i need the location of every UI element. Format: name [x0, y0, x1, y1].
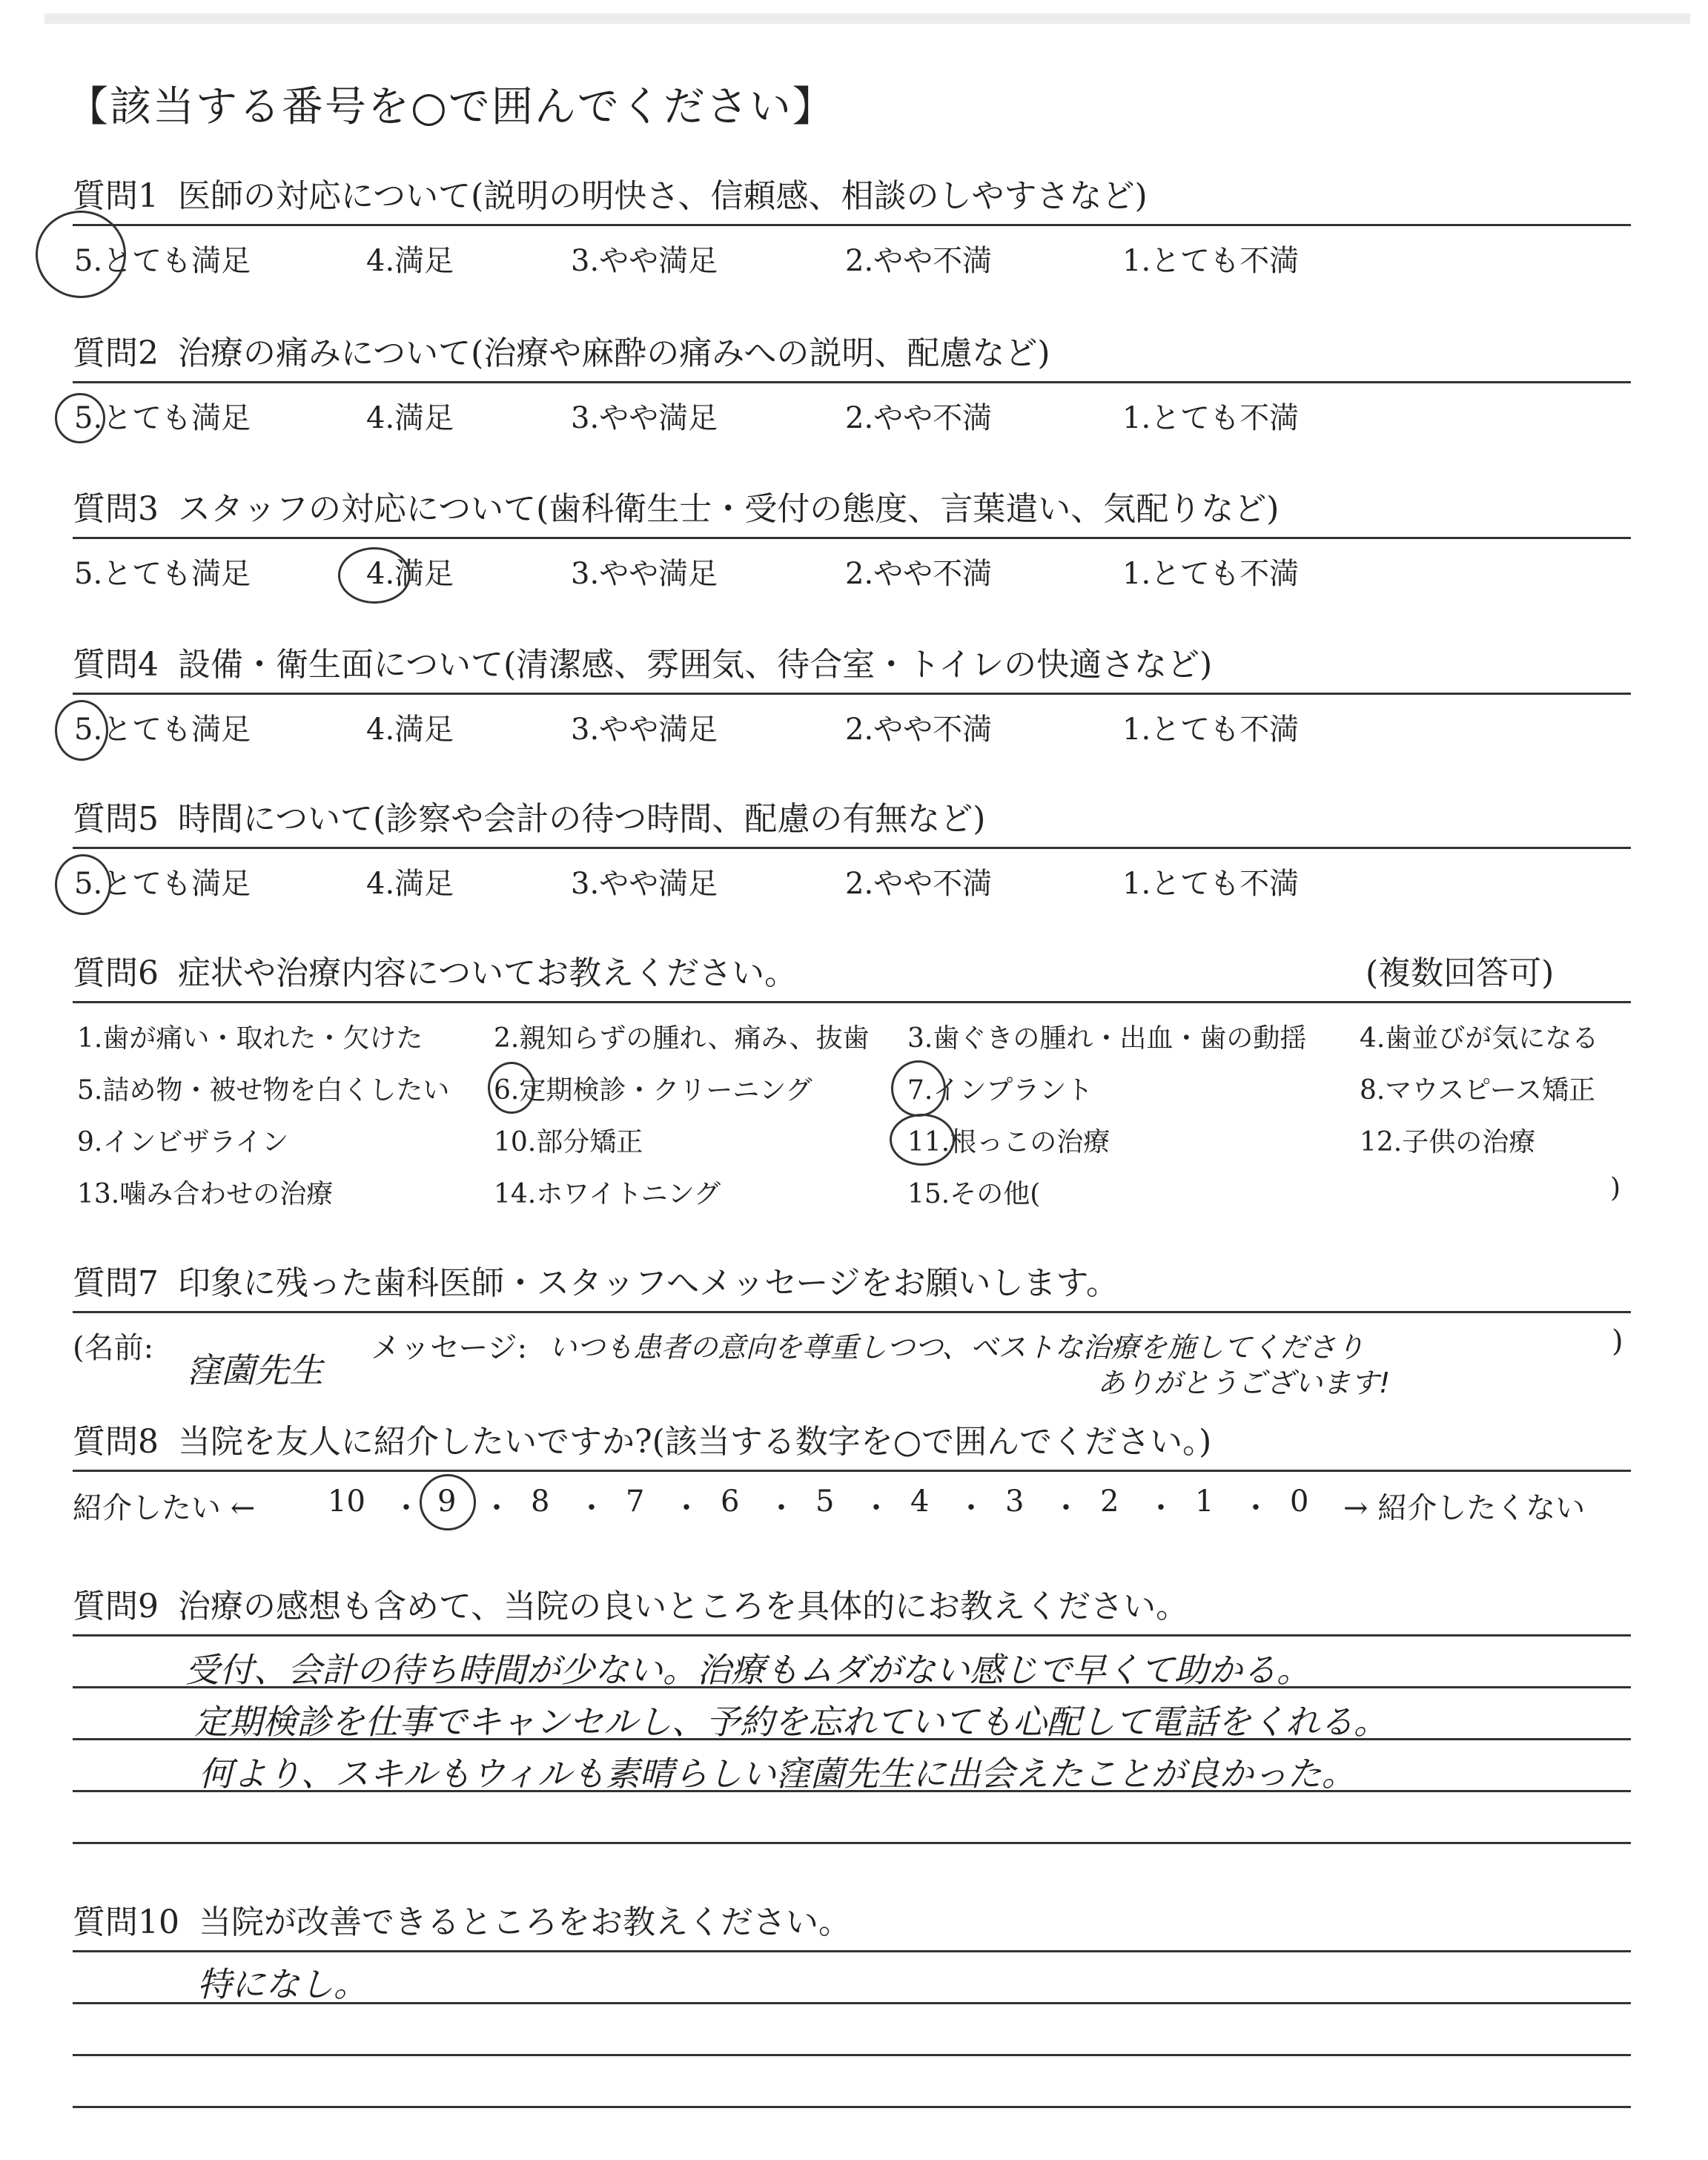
q10-answer-rule	[73, 2106, 1631, 2108]
question-3-text: スタッフの対応について(歯科衛生士・受付の態度、言葉遣い、気配りなど)	[178, 490, 1280, 528]
q2-option-2[interactable]: 2.やや不満	[845, 401, 993, 435]
q8-separator: ・	[672, 1491, 701, 1525]
question-1-rule	[73, 224, 1631, 226]
q6-item-6[interactable]: 6.定期検診・クリーニング	[494, 1075, 812, 1106]
q1-option-2[interactable]: 2.やや不満	[845, 244, 993, 278]
q9-answer-line-1: 受付、会計の待ち時間が少ない。治療もムダがない感じで早くて助かる。	[185, 1650, 1311, 1690]
question-4-number: 質問4	[73, 646, 159, 684]
q4-option-1[interactable]: 1.とても不満	[1122, 713, 1300, 747]
q1-option-5[interactable]: 5.とても満足	[74, 244, 251, 278]
q8-scale-2[interactable]: 2	[1100, 1484, 1119, 1519]
q6-item-12[interactable]: 12.子供の治療	[1360, 1127, 1536, 1157]
q4-option-4[interactable]: 4.満足	[366, 713, 454, 747]
question-1-number: 質問1	[73, 177, 159, 215]
q6-other-close-paren: )	[1610, 1173, 1621, 1203]
q3-option-1[interactable]: 1.とても不満	[1122, 557, 1300, 591]
question-6-text: 症状や治療内容についてお教えください。	[178, 954, 798, 992]
q7-name-handwritten: 窪薗先生	[187, 1350, 323, 1390]
q3-option-3[interactable]: 3.やや満足	[571, 557, 718, 591]
q2-option-3[interactable]: 3.やや満足	[571, 401, 718, 435]
question-4-text: 設備・衛生面について(清潔感、雰囲気、待合室・トイレの快適さなど)	[178, 646, 1213, 684]
q8-separator: ・	[1051, 1491, 1081, 1525]
q3-option-5[interactable]: 5.とても満足	[74, 557, 251, 591]
q6-item-13[interactable]: 13.噛み合わせの治療	[77, 1179, 334, 1209]
q7-close-paren: )	[1612, 1324, 1623, 1358]
q8-scale-7[interactable]: 7	[626, 1484, 645, 1519]
question-10-number: 質問10	[73, 1903, 179, 1941]
question-9-text: 治療の感想も含めて、当院の良いところを具体的にお教えください。	[178, 1588, 1189, 1625]
q9-answer-rule	[73, 1634, 1631, 1636]
question-5-rule	[73, 847, 1631, 849]
question-7-text: 印象に残った歯科医師・スタッフへメッセージをお願いします。	[178, 1264, 1119, 1302]
q7-message-label: メッセージ:	[371, 1331, 528, 1365]
q8-separator: ・	[1241, 1491, 1271, 1525]
q8-left-label: 紹介したい ←	[73, 1491, 256, 1525]
question-3-heading	[73, 482, 1279, 529]
q5-option-5[interactable]: 5.とても満足	[74, 867, 251, 901]
q6-item-10[interactable]: 10.部分矯正	[494, 1127, 643, 1157]
q10-answer-rule	[73, 1950, 1631, 1952]
q8-scale-3[interactable]: 3	[1005, 1484, 1025, 1519]
question-8-rule	[73, 1470, 1631, 1472]
q6-item-15[interactable]: 15.その他(	[907, 1179, 1041, 1209]
question-10-heading	[73, 1895, 851, 1943]
question-1-text: 医師の対応について(説明の明快さ、信頼感、相談のしやすさなど)	[178, 177, 1148, 215]
question-6-number: 質問6	[73, 954, 159, 992]
q2-option-4[interactable]: 4.満足	[366, 401, 454, 435]
q8-scale-5[interactable]: 5	[815, 1484, 835, 1519]
q6-item-3[interactable]: 3.歯ぐきの腫れ・出血・歯の動揺	[907, 1023, 1307, 1054]
question-8-number: 質問8	[73, 1423, 159, 1461]
page-title: 【該当する番号を○で囲んでください】	[67, 83, 835, 131]
q2-option-1[interactable]: 1.とても不満	[1122, 401, 1300, 435]
q8-separator: ・	[391, 1491, 421, 1525]
q5-option-4[interactable]: 4.満足	[366, 867, 454, 901]
q7-name-label: (名前:	[73, 1331, 154, 1365]
question-6-rule	[73, 1001, 1631, 1003]
question-5-number: 質問5	[73, 800, 159, 838]
q8-separator: ・	[861, 1491, 891, 1525]
q8-scale-6[interactable]: 6	[721, 1484, 740, 1519]
q9-answer-line-3: 何より、スキルもウィルも素晴らしい窪薗先生に出会えたことが良かった。	[199, 1754, 1356, 1794]
q6-item-14[interactable]: 14.ホワイトニング	[494, 1179, 721, 1209]
q8-scale-0[interactable]: 0	[1290, 1484, 1309, 1519]
scan-edge	[44, 13, 1690, 24]
q10-answer-rule	[73, 2054, 1631, 2056]
q6-item-2[interactable]: 2.親知らずの腫れ、痛み、抜歯	[494, 1023, 870, 1054]
q3-option-4[interactable]: 4.満足	[366, 557, 454, 591]
q8-scale-4[interactable]: 4	[910, 1484, 930, 1519]
q8-separator: ・	[482, 1491, 512, 1525]
q8-scale-10[interactable]: 10	[328, 1484, 365, 1519]
q8-right-label: → 紹介したくない	[1343, 1491, 1586, 1525]
q8-separator: ・	[577, 1491, 606, 1525]
question-3-number: 質問3	[73, 490, 159, 528]
q7-message-line-1: いつも患者の意向を尊重しつつ、ベストな治療を施してくださり	[549, 1331, 1365, 1364]
q9-answer-line-2: 定期検診を仕事でキャンセルし、予約を忘れていても心配して電話をくれる。	[194, 1702, 1388, 1742]
question-4-rule	[73, 693, 1631, 695]
question-2-heading	[73, 326, 1050, 374]
q5-option-2[interactable]: 2.やや不満	[845, 867, 993, 901]
question-7-rule	[73, 1311, 1631, 1313]
question-2-number: 質問2	[73, 334, 159, 372]
q1-option-1[interactable]: 1.とても不満	[1122, 244, 1300, 278]
q8-separator: ・	[956, 1491, 986, 1525]
question-1-heading	[73, 169, 1148, 217]
q6-item-11[interactable]: 11.根っこの治療	[907, 1127, 1110, 1157]
q6-item-4[interactable]: 4.歯並びが気になる	[1360, 1023, 1599, 1054]
question-10-text: 当院が改善できるところをお教えください。	[199, 1903, 851, 1941]
question-9-number: 質問9	[73, 1588, 159, 1625]
q6-item-7[interactable]: 7.インプラント	[907, 1075, 1093, 1106]
question-5-heading	[73, 792, 985, 839]
q9-answer-rule	[73, 1842, 1631, 1844]
question-5-text: 時間について(診察や会計の待つ時間、配慮の有無など)	[178, 800, 986, 838]
q8-scale-9[interactable]: 9	[437, 1484, 457, 1519]
q8-separator: ・	[767, 1491, 796, 1525]
q8-scale-1[interactable]: 1	[1195, 1484, 1214, 1519]
question-8-heading	[73, 1415, 1211, 1462]
q4-option-5[interactable]: 5.とても満足	[74, 713, 251, 747]
q6-item-9[interactable]: 9.インビザライン	[77, 1127, 289, 1157]
question-7-heading	[73, 1256, 1119, 1304]
question-3-rule	[73, 537, 1631, 539]
question-7-number: 質問7	[73, 1264, 159, 1302]
question-4-heading	[73, 638, 1212, 685]
question-8-text: 当院を友人に紹介したいですか?(該当する数字を○で囲んでください。)	[178, 1423, 1212, 1461]
q4-option-2[interactable]: 2.やや不満	[845, 713, 993, 747]
q1-option-3[interactable]: 3.やや満足	[571, 244, 718, 278]
q5-option-1[interactable]: 1.とても不満	[1122, 867, 1300, 901]
q4-option-3[interactable]: 3.やや満足	[571, 713, 718, 747]
question-2-text: 治療の痛みについて(治療や麻酔の痛みへの説明、配慮など)	[178, 334, 1050, 372]
q7-message-line-2: ありがとうございます!	[1097, 1367, 1391, 1399]
q1-option-4[interactable]: 4.満足	[366, 244, 454, 278]
question-6-heading	[73, 946, 797, 994]
q6-item-1[interactable]: 1.歯が痛い・取れた・欠けた	[77, 1023, 423, 1054]
q3-option-2[interactable]: 2.やや不満	[845, 557, 993, 591]
q5-option-3[interactable]: 3.やや満足	[571, 867, 718, 901]
q6-item-8[interactable]: 8.マウスピース矯正	[1360, 1075, 1596, 1106]
multiple-answers-note: (複数回答可)	[1366, 954, 1555, 992]
question-9-heading	[73, 1579, 1188, 1627]
q6-item-5[interactable]: 5.詰め物・被せ物を白くしたい	[77, 1075, 450, 1106]
q2-option-5[interactable]: 5.とても満足	[74, 401, 251, 435]
question-2-rule	[73, 381, 1631, 383]
q8-scale-8[interactable]: 8	[531, 1484, 550, 1519]
q8-separator: ・	[1146, 1491, 1176, 1525]
q10-answer-line-1: 特になし。	[197, 1964, 368, 2004]
